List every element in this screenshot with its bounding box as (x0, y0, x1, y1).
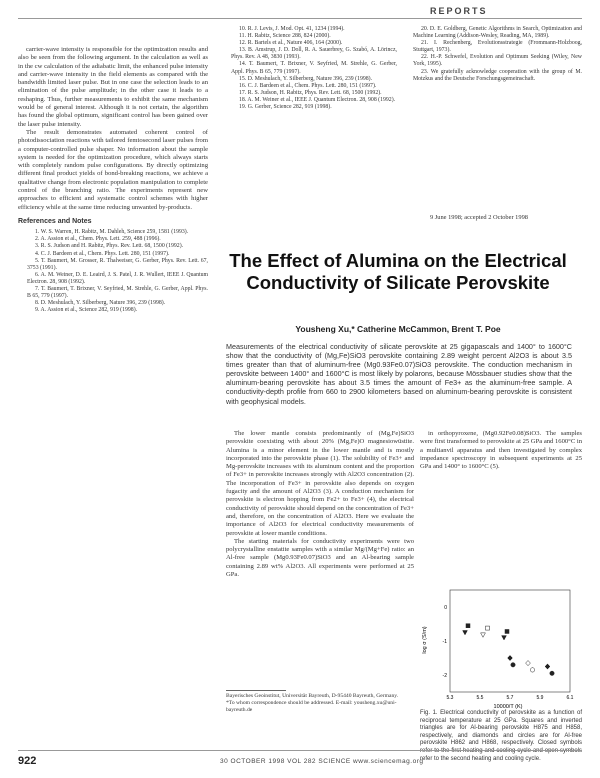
page-number: 922 (18, 755, 37, 767)
body-left-column (226, 430, 414, 579)
reference-item: 19. G. Gerber, Science 282, 919 (1998). (239, 104, 332, 111)
reference-item: 23. We gratefully acknowledge cooperation with the group of M. Motzkus and the Deutsche Forschungsgemeinschaft. (413, 68, 582, 82)
affiliation-block (226, 690, 416, 714)
x-tick-label: 5.3 (446, 695, 454, 701)
reference-item: 7. T. Baumert, T. Brixner, V. Seyfried, M. Strehle, G. Gerber, Appl. Phys. B 65, 779 (1997). (27, 285, 208, 300)
left-paragraph-2: The result demonstrates automated coherent control of photodissociation reactions with tailored femtosecond laser pulses from a computer-controlled pulse shaper. No information about the sample system is needed for the optimization procedure, which always starts with completely random pulse configurations. By directly optimizing different final product yields of bond-breaking reactions, we achieve a qualitative change from electronic population manipulation to complete control of the branching ratio. The experiments represent new approaches to efficient and systematic control schemes with higher efficiency while at the same time reducing unwanted by-products. (18, 128, 208, 211)
data-point-h875 (466, 624, 470, 628)
reference-item: 5. T. Baumert, M. Grosser, R. Thalweiser, G. Gerber, Phys. Rev. Lett. 67, 3753 (1991). (27, 257, 208, 271)
data-point-h858 (502, 636, 507, 640)
data-point-h858 (463, 631, 468, 635)
left-paragraph-1: carrier-wave intensity is responsible for the optimization results and also be seen from the following argument. In the calculation as well as in the cw calculation of the adiabatic limit, the enhanced pulse intensity and carrier-wave intensity in the field elements as compared with the bandwidth limited laser pulse. But in one case the selection leads to an elimination of the pulse amplitude; in the other case it leads to a reshaping. Thus, further measurements to exhibit the same mechanism would be of general interest. Although it is not certain, the algorithm has found the global optimum, significant control has been gained over the laser pulse intensity. (18, 46, 208, 128)
article-title: The Effect of Alumina on the Electrical Conductivity of Silicate Perovskite (229, 250, 567, 293)
data-point-h868 (530, 668, 534, 672)
body-paragraph-3: in orthopyroxene, (Mg0.92Fe0.08)SiO3. The samples were first transformed to perovskite at 25 GPa and 1600°C in a multianvil apparatus and then investigated by complex impedance spectroscopy in subsequent experiments at 25 GPa and 1400° to 1600°C (5). (420, 430, 582, 471)
x-tick-label: 5.5 (476, 695, 484, 701)
reference-item: 2. A. Assion et al., Chem. Phys. Lett. 259, 488 (1996). (35, 236, 161, 243)
volume-line: 30 OCTOBER 1998 VOL 282 SCIENCE www.sciencemag.org (220, 758, 424, 765)
reference-item: 1. W. S. Warren, H. Rabitz, M. Dahleh, Science 259, 1581 (1993). (35, 229, 189, 236)
data-point-h875 (486, 626, 490, 630)
reference-item: 15. D. Meshulach, Y. Silberberg, Nature 396, 239 (1998). (239, 75, 373, 82)
conductivity-figure (420, 580, 580, 720)
x-tick-label: 6.1 (566, 695, 574, 701)
data-point-h868 (550, 671, 554, 675)
left-column (18, 46, 208, 314)
plot-frame (450, 590, 570, 692)
reference-item: 3. R. S. Judson and H. Rabitz, Phys. Rev. Lett. 68, 1500 (1992). (35, 243, 184, 250)
reference-item: 13. B. Amstrup, J. D. Doll, R. A. Sauerbrey, G. Szabó, A. Lörincz, Phys. Rev. A 48, 3830 (1993). (231, 47, 397, 61)
y-axis-label: log σ (S/m) (422, 626, 428, 654)
data-point-h875 (505, 629, 509, 633)
reference-item: 11. H. Rabitz, Science 288, 824 (2000). (239, 33, 331, 40)
data-point-h862 (508, 655, 513, 660)
reference-item: 8. D. Meshulach, Y. Silberberg, Nature 396, 239 (1998). (35, 300, 166, 307)
reference-item: 10. R. J. Levis, J. Mod. Opt. 41, 1234 (1994). (239, 26, 345, 32)
reference-item: 21. I. Rechenberg, Evolutionsstrategie (Frommann-Holzboog, Stuttgart, 1973). (413, 40, 582, 54)
header-rule (18, 18, 582, 19)
reference-item: 16. C. J. Bardeen et al., Chem. Phys. Lett. 280, 151 (1997). (239, 82, 377, 89)
data-point-h862 (526, 661, 531, 666)
data-point-h868 (511, 663, 515, 667)
reference-item: 20. D. E. Goldberg, Genetic Algorithms in Search, Optimization and Machine Learning (Addison-Wesley, Reading, MA, 1989). (413, 26, 582, 40)
reference-item: 12. R. Bartels et al., Nature 406, 164 (2000). (239, 40, 343, 47)
y-tick-label: 0 (444, 605, 447, 611)
reference-item: 6. A. M. Weiner, D. E. Leaird, J. S. Patel, J. R. Wullert, IEEE J. Quantum Electron. 28, 908 (1992). (27, 271, 208, 285)
data-point-h862 (545, 664, 550, 669)
x-axis-label: 10000/T (K) (493, 704, 523, 710)
y-tick-label: -2 (442, 673, 447, 679)
body-paragraph-1: The lower mantle consists predominantly of (Mg,Fe)SiO3 perovskite coexisting with about 20% (Mg,Fe)O magnesiowüstite. Alumina is a minor element in the lower mantle and is mostly incorporated into the perovskite phase (1). The solubility of Fe3+ and Mg-perovskite increases with its aluminum content and the proportion of Fe3+ in perovskite increases strongly with Al2O3 concentration (2). The incorporation of Fe3+ in perovskite also depends on oxygen fugacity and the amount of Al2O3 (3). A conduction mechanism for perovskite is electron hopping from Fe2+ to Fe3+ (4), the electrical conductivity of perovskite should depend on the concentration of Fe3+ and, therefore, on the concentration of Al2O3. Here we evaluate the importance of Al2O3 for electrical conductivity measurements of perovskite at lower mantle conditions. (226, 430, 414, 537)
article-authors: Yousheng Xu,* Catherine McCammon, Brent T. Poe (295, 324, 501, 334)
section-header: REPORTS (430, 6, 488, 16)
footer-rule (18, 750, 582, 751)
reference-item: 14. T. Baumert, T. Brixner, V. Seyfried, M. Strehle, G. Gerber, Appl. Phys. B 65, 779 (1997). (231, 61, 397, 75)
reference-item: 4. C. J. Bardeen et al., Chem. Phys. Lett. 280, 151 (1997). (35, 250, 170, 257)
body-paragraph-2: The starting materials for conductivity experiments were two polycrystalline enstatite samples with a similar Mg/(Mg+Fe) ratio: an Al-free sample (Mg0.93Fe0.07)SiO3 and an Al-bearing sample containing 2.89 wt% Al2O3. All experiments were performed at 25 GPa. (226, 537, 414, 579)
affiliation-text: Bayerisches Geoinstitut, Universität Bayreuth, D-95440 Bayreuth, Germany. (226, 693, 399, 699)
data-point-h858 (481, 633, 486, 637)
reference-item: 17. R. S. Judson, H. Rabitz, Phys. Rev. Lett. 68, 1500 (1992). (239, 89, 382, 96)
correspondence-note: *To whom correspondence should be addressed. E-mail: yousheng.xu@uni-bayreuth.de (226, 700, 397, 713)
x-tick-label: 5.9 (536, 695, 544, 701)
middle-references (222, 26, 397, 111)
received-dates: 9 June 1998; accepted 2 October 1998 (430, 214, 528, 221)
abstract: Measurements of the electrical conductivity of silicate perovskite at 25 gigapascals and 1400° to 1600°C show that the conductivity of (Mg,Fe)SiO3 perovskite containing 2.89 weight percent Al2O3 is about 3.5 times greater than that of aluminum-free (Mg0.93Fe0.07)SiO3 perovskite. The conduction mechanism in perovskite between 1400° and 1600°C is most likely by polarons, because Mössbauer studies show that the aluminum-bearing perovskite has about 3.5 times the amount of Fe3+ as the aluminum-free sample. A conductivity-depth profile from 660 to 2900 kilometers based on aluminum-bearing perovskite is consistent with geophysical models. (226, 342, 572, 406)
reference-item: 18. A. M. Weiner et al., IEEE J. Quantum Electron. 28, 908 (1992). (239, 96, 396, 103)
reference-item: 22. H.-P. Schwefel, Evolution and Optimum Seeking (Wiley, New York, 1995). (413, 54, 582, 68)
figure-caption: Fig. 1. Electrical conductivity of perovskite as a function of reciprocal temperature at 25 GPa. Squares and inverted triangles are for Al-bearing perovskite H875 and H858, respectively, and diamonds and circles are for Al-free perovskite H862 and H868, respectively. Closed symbols refer to the first heating and cooling cycle and open symbols refer to the second heating and cooling cycle. (420, 710, 582, 762)
right-references (404, 26, 582, 83)
y-tick-label: -1 (442, 639, 447, 645)
x-tick-label: 5.7 (506, 695, 514, 701)
reference-item: 9. A. Assion et al., Science 282, 919 (1998). (35, 307, 138, 314)
body-right-column (420, 430, 582, 471)
references-heading: References and Notes (18, 217, 92, 225)
